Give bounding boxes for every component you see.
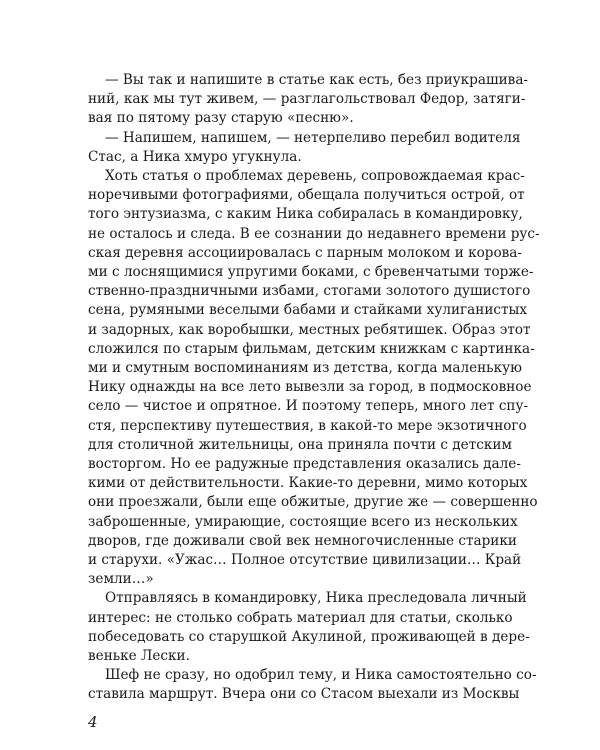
text-line: Стас, а Ника хмуро угукнула. (88, 148, 302, 165)
text-line: Шеф не сразу, но одобрил тему, и Ника самостоятельно со- (105, 667, 537, 684)
text-line: стя, перспективу путешествия, в какой-то мере экзотичного (88, 417, 527, 434)
text-line: восторгом. Но ее радужные представления оказались дале- (88, 456, 521, 472)
text-line: село — чистое и опрятное. И поэтому теперь, много лет спу- (88, 398, 529, 415)
text-line: заброшенные, умирающие, состоящие всего из нескольких (88, 513, 518, 530)
text-line: дворов, где доживали свой век немногочисленные старики (88, 532, 517, 549)
text-line: не осталось и следа. В ее сознании до недавнего времени рус- (88, 225, 540, 242)
text-line: ставила маршрут. Вчера они со Стасом выехали из Москвы (88, 686, 520, 703)
text-line: ми с лоснящимися упругими боками, с бревенчатыми торже- (88, 264, 534, 280)
text-line: сена, румяными веселыми бабами и стайками хулиганистых (88, 302, 528, 319)
text-line: побеседовать со старушкой Акулиной, проживающей в дере- (88, 628, 530, 645)
text-line: Отправляясь в командировку, Ника преследовала личный (105, 590, 527, 607)
text-line: земли…» (88, 571, 154, 588)
text-line: ская деревня ассоциировалась с парным молоком и корова- (88, 244, 523, 261)
text-line: — Напишем, напишем, — нетерпеливо перебил водителя (105, 129, 521, 146)
text-line: норечивыми фотографиями, обещала получиться острой, от (88, 187, 525, 204)
text-line: и задорных, как воробышки, местных ребятишек. Образ этот (88, 321, 531, 338)
text-line: они проезжали, были еще обжитые, другие же — совершенно (88, 494, 538, 511)
text-line: Нику однажды на все лето вывезли за город, в подмосковное (88, 379, 532, 396)
text-line: ственно-праздничными избами, стогами золотого душистого (88, 283, 531, 300)
text-line: ми и смутным воспоминаниям из детства, когда маленькую (88, 360, 522, 376)
text-line: интерес: не столько собрать материал для статьи, сколько (88, 609, 513, 626)
text-line: того энтузиазма, с каким Ника собиралась в командировку, (88, 206, 523, 223)
text-line: вая по пятому разу старую «песню». (88, 110, 354, 127)
text-line: — Вы так и напишите в статье как есть, без приукрашива- (105, 72, 529, 88)
text-line: сложился по старым фильмам, детским книжкам с картинка- (88, 340, 535, 357)
text-line: для столичной жительницы, она приняла почти с детским (88, 436, 512, 453)
text-line: ний, как мы тут живем, — разглагольствовал Федор, затяги- (88, 91, 526, 108)
text-line: кими от действительности. Какие-то деревни, мимо которых (88, 475, 528, 492)
text-line: и старухи. «Ужас… Полное отсутствие цивилизации… Край (88, 552, 522, 568)
text-line: Хоть статья о проблемах деревень, сопровождаемая крас- (105, 168, 525, 184)
text-line: веньке Лески. (88, 648, 190, 664)
page-number: 4 (88, 712, 98, 731)
